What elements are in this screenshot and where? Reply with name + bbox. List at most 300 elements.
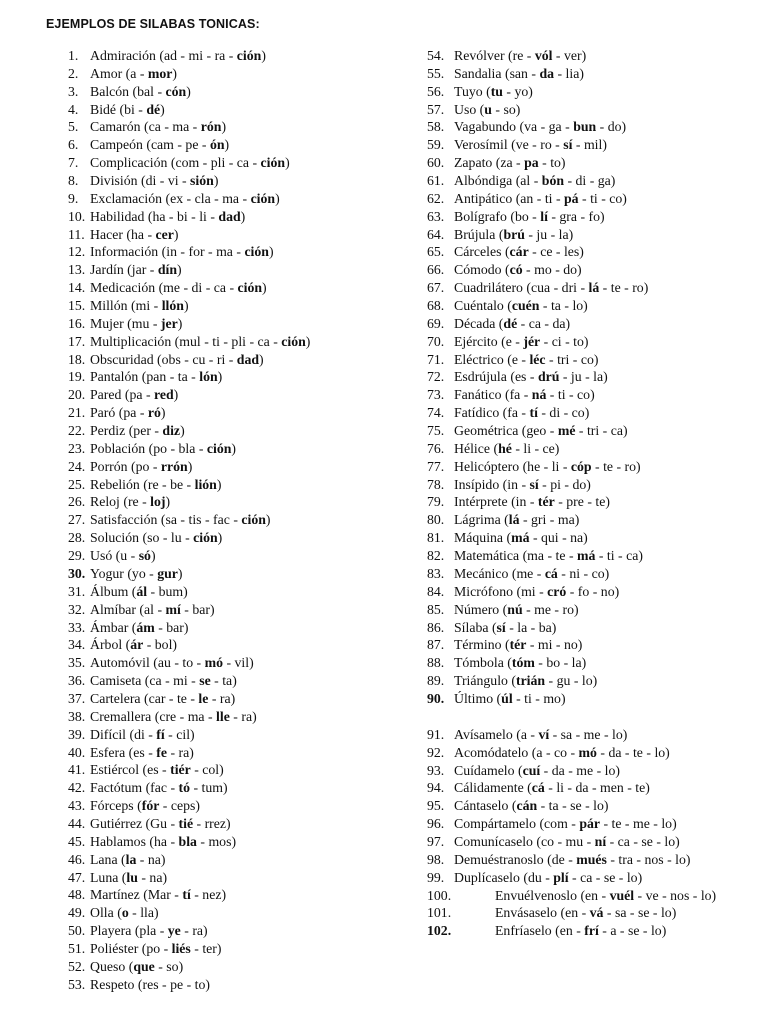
stressed-syllable: bón: [541, 173, 565, 189]
list-item: [68, 886, 408, 904]
syllable: la: [517, 619, 528, 635]
word: Cálidamente: [454, 780, 524, 796]
syllable: se: [637, 905, 650, 921]
syllable: res: [142, 976, 159, 992]
syllable: ma: [557, 512, 575, 528]
word: Lana: [90, 851, 118, 867]
list-item: [68, 190, 408, 208]
stressed-syllable: cuí: [522, 762, 541, 778]
stressed-syllable: ción: [237, 280, 263, 296]
syllable: na: [147, 851, 161, 867]
word: Campeón: [90, 137, 143, 153]
syllable: ta: [550, 298, 561, 314]
syllable: u: [120, 548, 128, 564]
syllable: da: [551, 762, 565, 778]
stressed-syllable: bla: [178, 833, 197, 849]
word: Revólver: [454, 48, 505, 63]
syllable: ga: [548, 119, 562, 135]
word-syllables: Martínez (Mar - tí - nez): [90, 887, 227, 903]
list-item: [68, 511, 408, 529]
list-item: [427, 261, 757, 279]
stressed-syllable: bun: [573, 119, 597, 135]
stressed-syllable: hé: [498, 440, 512, 456]
list-item: [68, 333, 408, 351]
syllable: to: [182, 655, 194, 671]
syllable: cua: [531, 280, 551, 296]
stressed-syllable: mé: [557, 423, 576, 439]
item-number: 34.: [68, 637, 86, 653]
word-syllables: Paró (pa - ró): [90, 405, 166, 421]
item-number: 65.: [427, 244, 445, 260]
syllable: to: [573, 333, 584, 349]
stressed-syllable: se: [199, 673, 211, 689]
stressed-syllable: fór: [141, 798, 160, 814]
word-syllables: Máquina (má - qui - na): [454, 530, 588, 546]
word: Satisfacción: [90, 512, 158, 528]
syllable: mi: [521, 583, 536, 599]
item-number: 75.: [427, 423, 445, 439]
word-syllables: Término (tér - mi - no): [454, 637, 583, 653]
word-syllables: Poliéster (po - liés - ter): [90, 940, 222, 956]
list-item: [68, 243, 408, 261]
syllable: ca: [148, 119, 161, 135]
word: Mujer: [90, 315, 124, 331]
word-syllables: Verosímil (ve - ro - sí - mil): [454, 137, 607, 153]
stressed-syllable: cán: [516, 798, 538, 814]
word: Tuyo: [454, 83, 483, 99]
stressed-syllable: pa: [524, 155, 539, 171]
word: Queso: [90, 958, 126, 974]
syllable: ha: [130, 226, 145, 242]
stressed-syllable: cá: [544, 565, 558, 581]
stressed-syllable: nú: [507, 601, 523, 617]
syllable: co: [577, 387, 591, 403]
item-number: 53.: [68, 976, 86, 992]
item-number: 85.: [427, 601, 445, 617]
syllable: pla: [139, 923, 157, 939]
word-syllables: Compártamelo (com - pár - te - me - lo): [454, 816, 677, 832]
word: Estiércol: [90, 762, 140, 778]
list-item: [427, 297, 757, 315]
syllable: cam: [150, 137, 174, 153]
item-number: 48.: [68, 887, 86, 903]
stressed-syllable: mó: [578, 744, 597, 760]
syllable: ca: [580, 869, 593, 885]
stressed-syllable: jer: [160, 315, 178, 331]
syllable: vi: [167, 173, 179, 189]
word-syllables: Usó (u - só): [90, 548, 156, 564]
item-number: 11.: [68, 226, 85, 242]
syllable: pa: [129, 387, 143, 403]
syllable: fo: [588, 208, 601, 224]
item-number: 94.: [427, 780, 445, 796]
stressed-syllable: má: [511, 530, 530, 546]
word: Automóvil: [90, 655, 150, 671]
item-number: 38.: [68, 708, 86, 724]
word: Tómbola: [454, 655, 504, 671]
list-item: [68, 208, 408, 226]
syllable: mi: [173, 673, 188, 689]
word-syllables: Lana (la - na): [90, 851, 166, 867]
word-syllables: Porrón (po - rrón): [90, 458, 193, 474]
word: Avísamelo: [454, 726, 513, 742]
list-item: [427, 529, 757, 547]
list-item: [427, 136, 757, 154]
syllable: to: [550, 155, 561, 171]
word-syllables: Reloj (re - loj): [90, 494, 171, 510]
stressed-syllable: ón: [209, 137, 225, 153]
word: Último: [454, 690, 494, 706]
word-syllables: Factótum (fac - tó - tum): [90, 780, 228, 796]
word: Factótum: [90, 780, 143, 796]
stressed-syllable: ción: [281, 333, 306, 349]
syllable: te: [595, 494, 606, 510]
word-syllables: Pantalón (pan - ta - lón): [90, 369, 223, 385]
syllable: obs: [161, 351, 181, 367]
word-syllables: Exclamación (ex - cla - ma - ción): [90, 190, 280, 206]
syllable: en: [565, 905, 579, 921]
word-syllables: Micrófono (mi - cró - fo - no): [454, 583, 620, 599]
word-syllables: Almíbar (al - mí - bar): [90, 601, 215, 617]
syllable: me: [516, 565, 534, 581]
word: Zapato: [454, 155, 493, 171]
word-syllables: Bolígrafo (bo - lí - gra - fo): [454, 208, 605, 224]
stressed-syllable: liés: [171, 940, 191, 956]
item-number: 78.: [427, 476, 445, 492]
stressed-syllable: tí: [529, 405, 538, 421]
item-number: 40.: [68, 744, 86, 760]
item-number: 1.: [68, 48, 79, 63]
stressed-syllable: ám: [136, 619, 155, 635]
word: Insípido: [454, 476, 500, 492]
syllable: mo: [534, 262, 552, 278]
word: Micrófono: [454, 583, 514, 599]
syllable: al: [520, 173, 531, 189]
word-syllables: Fanático (fa - ná - ti - co): [454, 387, 595, 403]
stressed-syllable: ción: [250, 190, 276, 206]
syllable: lo: [650, 922, 662, 938]
stressed-syllable: cá: [531, 780, 545, 796]
stressed-syllable: lión: [194, 476, 217, 492]
stressed-syllable: ál: [136, 583, 148, 599]
list-item: [427, 833, 757, 851]
syllable: se: [641, 833, 653, 849]
list-item: [68, 440, 408, 458]
item-number: 96.: [427, 816, 445, 832]
syllable: lo: [661, 816, 673, 832]
word-syllables: Número (nú - me - ro): [454, 601, 579, 617]
list-item: [68, 904, 408, 922]
word-syllables: Habilidad (ha - bi - li - dad): [90, 208, 246, 224]
syllable: ra: [241, 708, 253, 724]
word: Perdiz: [90, 423, 126, 439]
item-number: 90.: [427, 690, 445, 706]
item-number: 95.: [427, 798, 445, 814]
item-number: 25.: [68, 476, 86, 492]
list-item: [427, 869, 757, 887]
word-syllables: Perdiz (per - diz): [90, 423, 185, 439]
item-number: 79.: [427, 494, 445, 510]
item-number: 43.: [68, 798, 86, 814]
syllable: li: [523, 440, 532, 456]
stressed-syllable: frí: [584, 922, 599, 938]
stressed-syllable: ción: [241, 512, 266, 528]
word: Álbum: [90, 583, 129, 599]
syllable: cil: [176, 726, 191, 742]
word: Complicación: [90, 155, 168, 171]
word: Acomódatelo: [454, 744, 529, 760]
list-item: [427, 636, 757, 654]
item-number: 3.: [68, 83, 79, 99]
word: Cuéntalo: [454, 298, 504, 314]
word-syllables: Cómodo (có - mo - do): [454, 262, 582, 278]
syllable: mi: [537, 637, 553, 653]
syllable: re: [147, 476, 159, 492]
item-number: 86.: [427, 619, 445, 635]
word-syllables: Rebelión (re - be - lión): [90, 476, 222, 492]
item-number: 98.: [427, 851, 445, 867]
word-syllables: Eléctrico (e - léc - tri - co): [454, 351, 599, 367]
word: Usó: [90, 548, 113, 564]
syllable: ti: [524, 690, 532, 706]
list-item: [68, 690, 408, 708]
syllable: dri: [561, 280, 577, 296]
stressed-syllable: da: [539, 65, 555, 81]
syllable: di: [549, 405, 561, 421]
syllable: te: [635, 780, 646, 796]
stressed-syllable: ár: [130, 637, 144, 653]
syllable: da: [608, 744, 622, 760]
word: Pared: [90, 387, 122, 403]
syllable: ti: [212, 333, 220, 349]
item-number: 59.: [427, 137, 445, 153]
syllable: a: [130, 65, 137, 81]
word: Cántaselo: [454, 798, 509, 814]
item-number: 92.: [427, 744, 445, 760]
syllable: ma: [527, 548, 545, 564]
item-number: 99.: [427, 869, 445, 885]
list-item: [68, 404, 408, 422]
word: Porrón: [90, 458, 128, 474]
syllable: da: [552, 315, 566, 331]
list-item: [68, 83, 408, 101]
word-syllables: Mecánico (me - cá - ni - co): [454, 565, 610, 581]
word: Respeto: [90, 976, 135, 992]
word: Paró: [90, 405, 116, 421]
list-item: [68, 672, 408, 690]
syllable: lu: [170, 530, 182, 546]
stressed-syllable: rón: [200, 119, 222, 135]
word: Demuéstranoslo: [454, 851, 544, 867]
syllable: in: [515, 494, 527, 510]
list-item: [427, 547, 757, 565]
word: Olla: [90, 905, 114, 921]
stressed-syllable: ró: [147, 405, 161, 421]
list-item: [68, 726, 408, 744]
item-number: 102.: [427, 922, 452, 938]
item-number: 39.: [68, 726, 86, 742]
word-syllables: Información (in - for - ma - ción): [90, 244, 274, 260]
stressed-syllable: dad: [236, 351, 260, 367]
list-item: [68, 547, 408, 565]
stressed-syllable: llón: [161, 298, 184, 314]
list-item: [427, 779, 757, 797]
item-number: 76.: [427, 440, 445, 456]
syllable: ro: [562, 601, 574, 617]
stressed-syllable: trián: [515, 673, 546, 689]
word: Balcón: [90, 83, 130, 99]
word: Yogur: [90, 565, 124, 581]
list-item: [68, 47, 408, 65]
syllable: a: [520, 726, 527, 742]
stressed-syllable: có: [509, 262, 523, 278]
stressed-syllable: tu: [490, 83, 503, 99]
stressed-syllable: sí: [496, 619, 506, 635]
syllable: gra: [559, 208, 578, 224]
item-number: 49.: [68, 905, 86, 921]
syllable: po: [146, 940, 161, 956]
stressed-syllable: lle: [216, 708, 230, 724]
word: Pantalón: [90, 369, 139, 385]
syllable: li: [556, 780, 564, 796]
word-syllables: Tómbola (tóm - bo - la): [454, 655, 587, 671]
syllable: mo: [543, 690, 561, 706]
syllable: ti: [557, 387, 566, 403]
word: Esfera: [90, 744, 126, 760]
word: Cuadrilátero: [454, 280, 523, 296]
list-item: [68, 922, 408, 940]
syllable: fa: [507, 405, 518, 421]
syllable: ra: [219, 690, 231, 706]
word-syllables: Jardín (jar - dín): [90, 262, 182, 278]
syllable: te: [611, 816, 622, 832]
word: Envuélvenoslo: [495, 887, 577, 903]
syllable: ri: [216, 351, 226, 367]
syllable: me: [576, 762, 594, 778]
item-number: 27.: [68, 512, 86, 528]
syllable: lo: [581, 673, 593, 689]
syllable: po: [135, 458, 150, 474]
word: Esdrújula: [454, 369, 507, 385]
word: Bolígrafo: [454, 208, 507, 224]
syllable: pe: [185, 137, 199, 153]
item-number: 30.: [68, 565, 86, 581]
item-number: 97.: [427, 833, 445, 849]
syllable: bol: [154, 637, 173, 653]
word: Eléctrico: [454, 351, 504, 367]
syllable: cre: [159, 708, 177, 724]
word-syllables: Cuídamelo (cuí - da - me - lo): [454, 762, 620, 778]
syllable: lla: [140, 905, 155, 921]
item-number: 93.: [427, 762, 445, 778]
syllable: do: [563, 262, 578, 278]
item-number: 18.: [68, 351, 86, 367]
syllable: cu: [192, 351, 206, 367]
syllable: ma: [222, 190, 240, 206]
syllable: ve: [645, 887, 659, 903]
list-item: [68, 226, 408, 244]
word: Obscuridad: [90, 351, 154, 367]
word: Reloj: [90, 494, 120, 510]
stressed-syllable: ción: [260, 155, 286, 171]
word-syllables: Solución (so - lu - ción): [90, 530, 223, 546]
list-item: [427, 601, 757, 619]
list-item: [427, 190, 757, 208]
syllable: e: [505, 333, 512, 349]
word-syllables: Hablamos (ha - bla - mos): [90, 833, 237, 849]
list-item: [427, 172, 757, 190]
word-syllables: Insípido (in - sí - pi - do): [454, 476, 591, 492]
item-number: 47.: [68, 869, 86, 885]
word: Fórceps: [90, 798, 134, 814]
word: Década: [454, 315, 496, 331]
word-syllables: Ejército (e - jér - ci - to): [454, 333, 589, 349]
syllable: a: [610, 922, 617, 938]
item-number: 10.: [68, 208, 86, 224]
word-syllables: Lágrima (lá - gri - ma): [454, 512, 580, 528]
syllable: ex: [170, 190, 184, 206]
syllable: in: [507, 476, 519, 492]
item-number: 81.: [427, 530, 445, 546]
stressed-syllable: mí: [165, 601, 181, 617]
syllable: de: [551, 851, 565, 867]
word: Admiración: [90, 48, 156, 63]
stressed-syllable: drú: [537, 369, 560, 385]
syllable: bar: [166, 619, 184, 635]
syllable: ca: [149, 673, 162, 689]
stressed-syllable: diz: [162, 423, 181, 439]
word: Compártamelo: [454, 816, 536, 832]
syllable: di: [575, 173, 587, 189]
list-item: [68, 172, 408, 190]
syllable: co: [554, 744, 568, 760]
list-item: [427, 243, 757, 261]
word: Multiplicación: [90, 333, 172, 349]
item-number: 71.: [427, 351, 445, 367]
word-syllables: Cartelera (car - te - le - ra): [90, 690, 236, 706]
list-item: [68, 422, 408, 440]
list-item: [427, 368, 757, 386]
list-item: [68, 601, 408, 619]
word: Cartelera: [90, 690, 141, 706]
item-number: 70.: [427, 333, 445, 349]
syllable: a: [536, 744, 543, 760]
syllable: ca: [213, 280, 227, 296]
syllable: me: [163, 280, 181, 296]
syllable: te: [632, 744, 643, 760]
word-syllables: Camiseta (ca - mi - se - ta): [90, 673, 237, 689]
word: Fatídico: [454, 405, 500, 421]
syllable: po: [153, 440, 168, 456]
word-syllables: Sílaba (sí - la - ba): [454, 619, 557, 635]
list-item: [68, 368, 408, 386]
item-number: 36.: [68, 673, 86, 689]
stressed-syllable: dín: [157, 262, 178, 278]
section-gap: [427, 708, 757, 726]
syllable: me: [583, 726, 601, 742]
item-number: 41.: [68, 762, 86, 778]
syllable: ti: [590, 190, 598, 206]
item-number: 12.: [68, 244, 86, 260]
item-number: 16.: [68, 315, 86, 331]
word-syllables: Automóvil (au - to - mó - vil): [90, 655, 254, 671]
syllable: ma: [187, 708, 205, 724]
stressed-syllable: ná: [531, 387, 547, 403]
syllable: bo: [514, 208, 529, 224]
stressed-syllable: cuén: [511, 298, 540, 314]
stressed-syllable: cer: [155, 226, 174, 242]
syllable: jar: [131, 262, 147, 278]
